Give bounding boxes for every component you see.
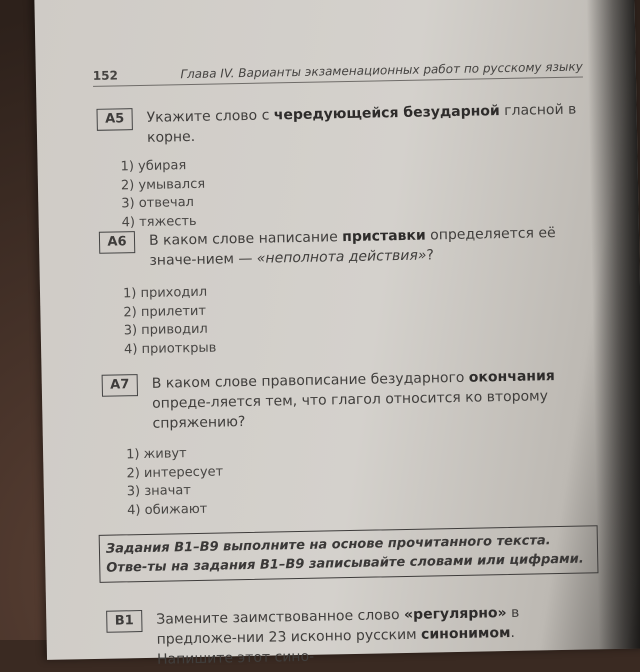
chapter-title: Глава IV. Варианты экзаменационных работ по русскому языку <box>180 59 583 82</box>
instruction-box: Задания B1–B9 выполните на основе прочитанного текста. Отве-ты на задания B1–B9 записывайте словами или цифрами. <box>99 525 599 583</box>
task-question: Замените заимствованное слово «регулярно» в предложе-нии 23 исконно русским синонимом. Напишите этот сино- <box>156 604 520 668</box>
task-a7 <box>102 366 585 521</box>
task-b1 <box>106 602 587 671</box>
task-a5 <box>96 100 578 233</box>
answer-option: 1) живут <box>125 446 187 463</box>
page-header <box>93 59 583 86</box>
answer-option: 3) приводил <box>123 321 208 339</box>
book-page <box>34 0 640 668</box>
answer-option: 3) значат <box>126 483 192 500</box>
task-question: В каком слове правописание безударного окончания опреде-ляется тем, что глагол относится ко второму спряжению? <box>151 368 555 432</box>
task-a6 <box>99 223 581 360</box>
answer-option: 2) интересует <box>126 463 224 481</box>
task-number-badge: A7 <box>102 374 138 397</box>
answer-option: 4) обижают <box>127 501 208 518</box>
answer-options <box>120 150 578 233</box>
answer-option: 3) отвечал <box>121 194 195 212</box>
task-number-badge: B1 <box>106 610 142 633</box>
answer-options <box>123 277 581 360</box>
answer-option: 1) приходил <box>122 284 208 302</box>
answer-option: 4) тяжесть <box>121 213 197 230</box>
answer-option: 4) приоткрыв <box>123 340 217 357</box>
answer-option: 2) умывался <box>120 176 206 193</box>
answer-options <box>126 438 584 521</box>
page-number: 152 <box>92 68 119 83</box>
task-question: Укажите слово с чередующейся безударной гласной в корне. <box>146 101 577 146</box>
task-number-badge: A5 <box>96 108 132 131</box>
answer-option: 1) убирая <box>120 158 187 175</box>
task-question: В каком слове написание приставки определяется её значе-нием — «неполнота действия»? <box>148 225 556 269</box>
answer-option: 2) прилетит <box>123 303 207 320</box>
task-number-badge: A6 <box>99 231 135 254</box>
